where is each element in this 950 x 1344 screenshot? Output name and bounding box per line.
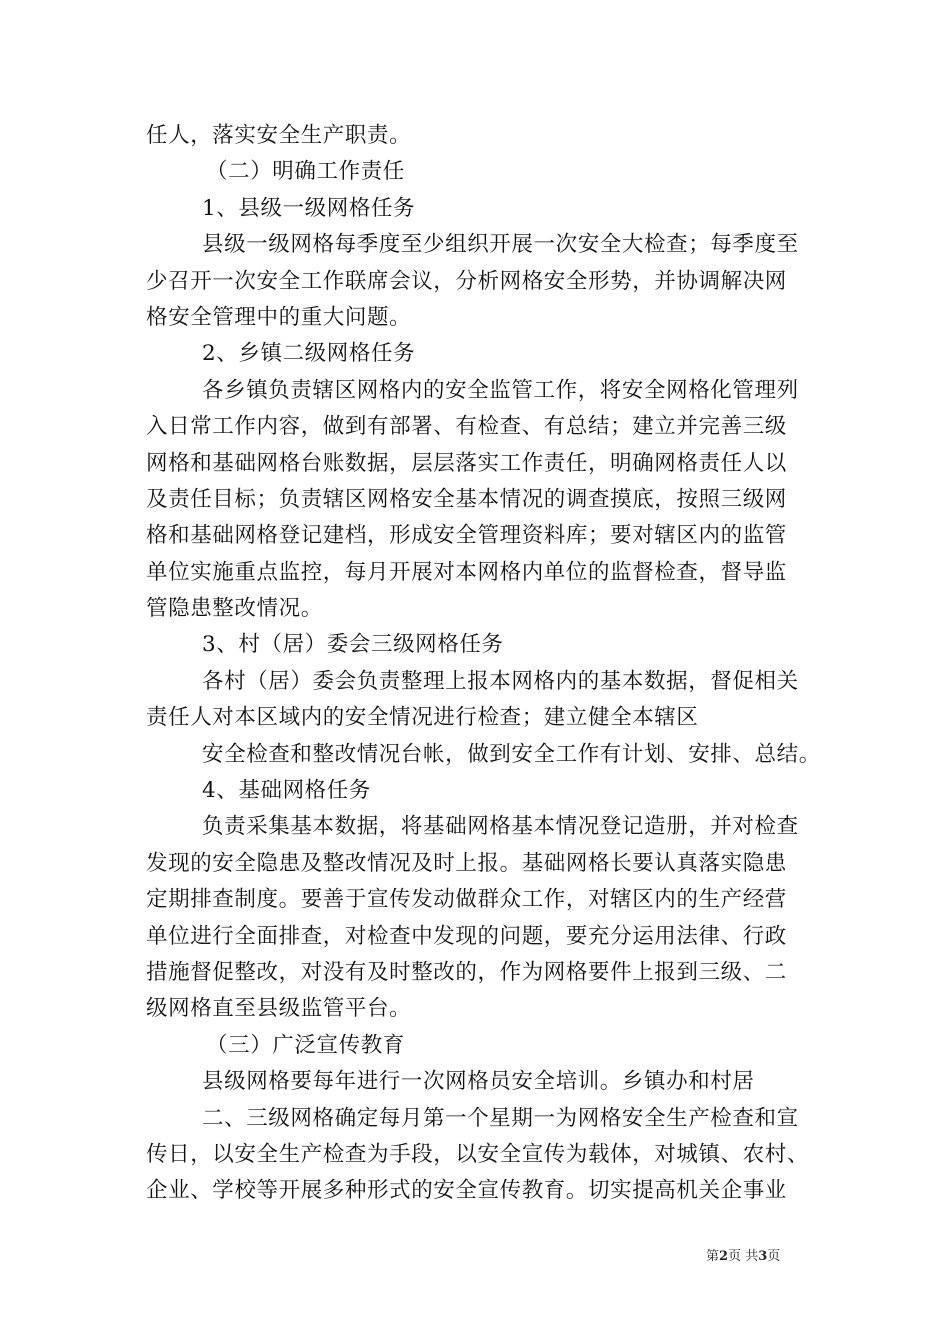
- text-line: 单位进行全面排查，对检查中发现的问题，要充分运用法律、行政: [146, 923, 787, 949]
- document-body: [146, 118, 821, 1210]
- text-line: 及责任目标；负责辖区网格安全基本情况的调查摸底，按照三级网: [146, 486, 787, 512]
- current-page-number: 2: [719, 1249, 729, 1264]
- text-line: 企业、学校等开展多种形式的安全宣传教育。切实提高机关企事业: [146, 1178, 787, 1204]
- text-line: 责任人对本区域内的安全情况进行检查；建立健全本辖区: [146, 705, 699, 731]
- text-line: 格安全管理中的重大问题。: [146, 304, 412, 330]
- text-line: 级网格直至县级监管平台。: [146, 996, 412, 1022]
- text-line: 负责采集基本数据，将基础网格基本情况登记造册，并对检查: [202, 814, 799, 840]
- text-line: 定期排查制度。要善于宣传发动做群众工作，对辖区内的生产经营: [146, 887, 787, 913]
- text-line: 发现的安全隐患及整改情况及时上报。基础网格长要认真落实隐患: [146, 850, 787, 876]
- subsection-heading: 3、村（居）委会三级网格任务: [202, 632, 504, 658]
- text-line: 二、三级网格确定每月第一个星期一为网格安全生产检查和宣: [202, 1105, 799, 1131]
- text-line: 管隐患整改情况。: [146, 596, 323, 622]
- section-heading: （三）广泛宣传教育: [206, 1032, 405, 1058]
- text-line: 各乡镇负责辖区网格内的安全监管工作，将安全网格化管理列: [202, 377, 799, 403]
- footer-suffix: 页: [767, 1249, 781, 1264]
- total-page-number: 3: [758, 1249, 768, 1264]
- subsection-heading: 2、乡镇二级网格任务: [202, 341, 416, 367]
- text-line: 任人，落实安全生产职责。: [146, 123, 412, 148]
- text-line: 各村（居）委会负责整理上报本网格内的基本数据，督促相关: [202, 668, 799, 694]
- subsection-heading: 1、县级一级网格任务: [202, 195, 416, 221]
- text-line: 网格和基础网格台账数据，层层落实工作责任，明确网格责任人以: [146, 450, 787, 476]
- text-line: 传日，以安全生产检查为手段，以安全宣传为载体，对城镇、农村、: [146, 1141, 810, 1167]
- text-line: 格和基础网格登记建档，形成安全管理资料库；要对辖区内的监管: [146, 523, 787, 549]
- text-line: 县级一级网格每季度至少组织开展一次安全大检查；每季度至: [202, 232, 799, 258]
- text-line: 单位实施重点监控，每月开展对本网格内单位的监督检查，督导监: [146, 559, 787, 585]
- text-line: 安全检查和整改情况台帐，做到安全工作有计划、安排、总结。: [202, 741, 821, 767]
- page-number-footer: [706, 1245, 780, 1264]
- subsection-heading: 4、基础网格任务: [202, 778, 371, 804]
- text-line: 少召开一次安全工作联席会议，分析网格安全形势，并协调解决网: [146, 268, 787, 294]
- footer-prefix: 第: [706, 1249, 720, 1264]
- text-line: 入日常工作内容，做到有部署、有检查、有总结；建立并完善三级: [146, 414, 787, 440]
- section-heading: （二）明确工作责任: [206, 159, 405, 185]
- footer-middle: 页 共: [728, 1249, 759, 1264]
- text-line: 县级网格要每年进行一次网格员安全培训。乡镇办和村居: [202, 1069, 755, 1095]
- text-line: 措施督促整改，对没有及时整改的，作为网格要件上报到三级、二: [146, 959, 787, 985]
